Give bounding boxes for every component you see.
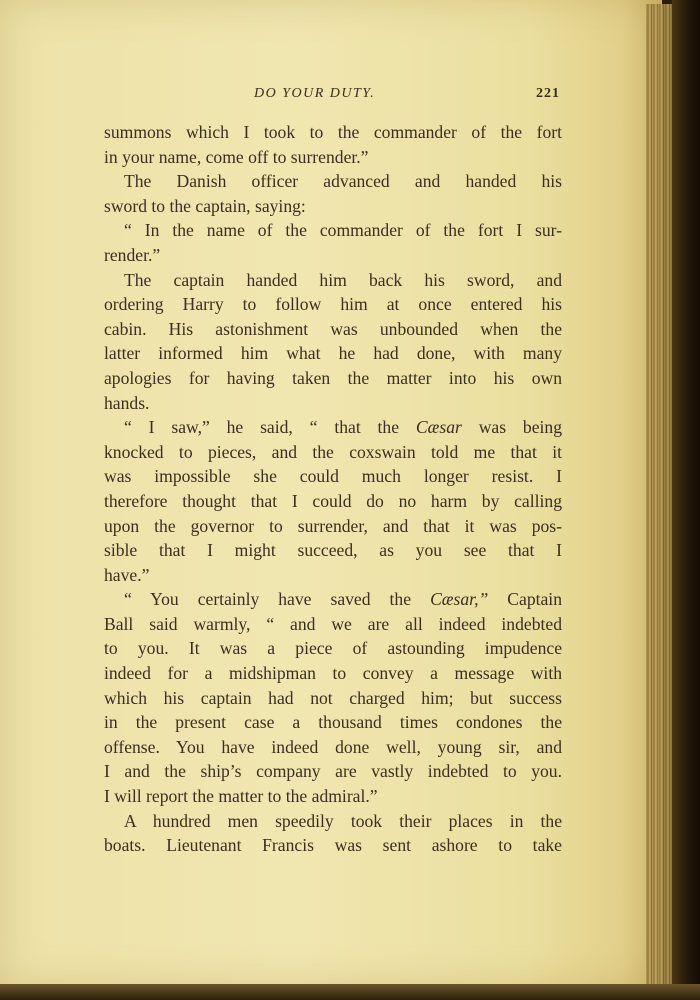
text-line: latter informed him what he had done, with many — [104, 343, 562, 364]
text-line: apologies for having taken the matter into his own — [104, 367, 562, 388]
text-segment: “ I saw,” he said, “ that the — [124, 417, 416, 438]
body-text — [104, 120, 562, 858]
text-line: A hundred men speedily took their places in the — [124, 810, 562, 831]
text-line — [104, 587, 562, 612]
running-head: DO YOUR DUTY. — [254, 86, 376, 101]
text-line: I and the ship’s company are vastly indebted to you. — [104, 761, 562, 782]
text-line: summons which I took to the commander of the fort — [104, 122, 562, 142]
text-segment: was being — [461, 417, 562, 438]
ship-name-italic: Cæsar,” — [430, 589, 489, 610]
text-line: offense. You have indeed done well, young sir, and — [104, 736, 562, 757]
text-line: upon the governor to surrender, and that it was pos- — [104, 515, 562, 536]
text-line: I will report the matter to the admiral.” — [104, 786, 378, 807]
page-number: 221 — [536, 86, 560, 101]
text-line: “ In the name of the commander of the fort I sur- — [124, 220, 562, 241]
text-line: cabin. His astonishment was unbounded when the — [104, 318, 562, 339]
ship-name-italic: Cæsar — [415, 417, 462, 438]
text-line: The captain handed him back his sword, and — [124, 269, 562, 290]
text-line: was impossible she could much longer resist. I — [104, 466, 562, 487]
text-segment: “ You certainly have saved the — [124, 589, 431, 610]
text-line: therefore thought that I could do no harm by calling — [104, 490, 562, 511]
text-line: knocked to pieces, and the coxswain told me that it — [104, 441, 562, 462]
text-line: sible that I might succeed, as you see that I — [104, 540, 562, 561]
text-line: in the present case a thousand times condones the — [104, 712, 562, 733]
book-spine — [672, 0, 700, 1000]
text-line: to you. It was a piece of astounding impudence — [104, 638, 562, 659]
text-line: hands. — [104, 392, 150, 413]
book-bottom-edge — [0, 984, 700, 1000]
text-line: which his captain had not charged him; but success — [104, 687, 562, 708]
page-header — [104, 86, 560, 108]
text-line: Ball said warmly, “ and we are all indeed indebted — [104, 613, 562, 634]
text-line — [104, 415, 562, 440]
text-line: sword to the captain, saying: — [104, 195, 306, 216]
text-line: ordering Harry to follow him at once entered his — [104, 294, 562, 315]
text-line: have.” — [104, 564, 150, 585]
text-line: indeed for a midshipman to convey a message with — [104, 663, 562, 684]
text-line: in your name, come off to surrender.” — [104, 146, 369, 167]
text-line: boats. Lieutenant Francis was sent ashore to take — [104, 835, 562, 856]
text-segment: Captain — [488, 589, 562, 610]
text-line: render.” — [104, 244, 161, 265]
text-line: The Danish officer advanced and handed his — [124, 171, 562, 192]
